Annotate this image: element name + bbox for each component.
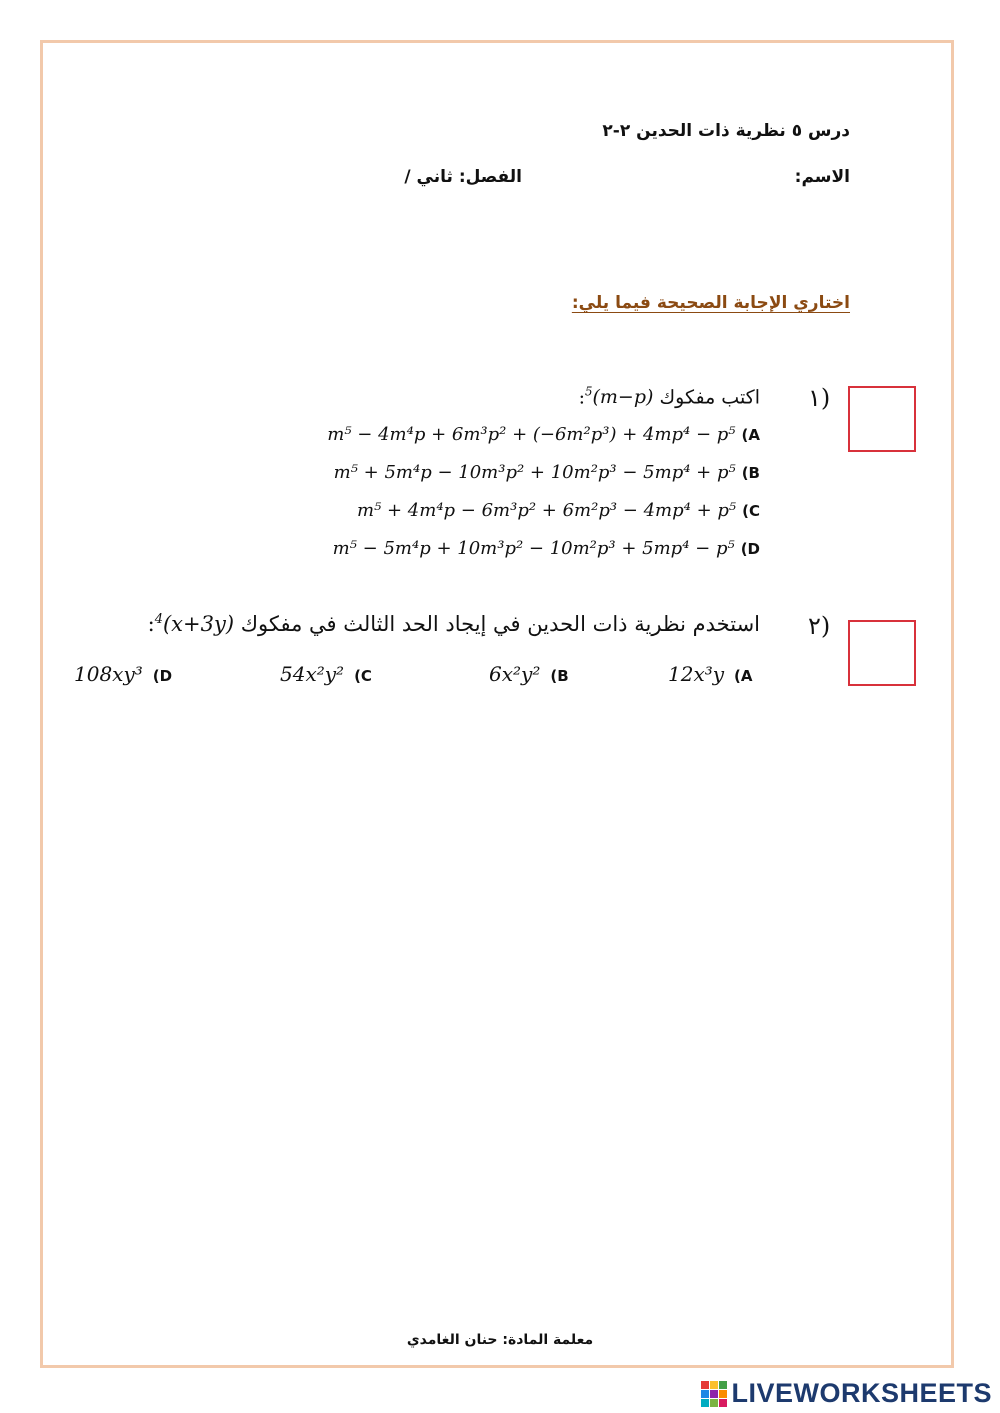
question-prompt-q2 xyxy=(148,612,760,636)
prompt-text: استخدم نظرية ذات الحدين في إيجاد الحد الثالث في مفكوك xyxy=(240,612,760,636)
question-number-q1: ١) xyxy=(808,384,831,412)
logo-tile xyxy=(719,1381,727,1389)
logo-tile xyxy=(719,1390,727,1398)
name-label: الاسم: xyxy=(794,167,850,187)
option-text: m⁵ − 4m⁴p + 6m³p² + (−6m²p³) + 4mp⁴ − p⁵ xyxy=(327,424,736,445)
option-letter: (D xyxy=(152,667,173,685)
expression xyxy=(585,386,653,408)
logo-tile xyxy=(710,1381,718,1389)
logo-tile xyxy=(719,1399,727,1407)
prompt-suffix: : xyxy=(578,386,585,409)
option-letter: (D xyxy=(740,540,760,558)
option-q1-b[interactable] xyxy=(334,462,760,483)
option-text: m⁵ − 5m⁴p + 10m³p² − 10m²p³ + 5mp⁴ − p⁵ xyxy=(332,538,735,559)
option-letter: (A xyxy=(734,667,753,685)
option-text: 12x³y xyxy=(668,662,725,686)
prompt-text: اكتب مفكوك xyxy=(659,386,760,409)
logo-tile xyxy=(701,1390,709,1398)
option-text: 54x²y² xyxy=(280,662,345,686)
page-frame xyxy=(40,40,954,1368)
teacher-footer: معلمة المادة: حنان الغامدي xyxy=(406,1332,594,1348)
logo-tile xyxy=(701,1399,709,1407)
option-q2-d[interactable] xyxy=(74,662,172,686)
expression xyxy=(155,612,234,636)
logo-tile xyxy=(710,1399,718,1407)
option-text: 6x²y² xyxy=(489,662,541,686)
expression-base: (x+3y) xyxy=(162,612,235,636)
option-letter: (B xyxy=(550,667,569,685)
answer-box-q1[interactable] xyxy=(848,386,916,452)
lesson-title: درس ٥ نظرية ذات الحدين ٢-٢ xyxy=(602,121,850,141)
option-letter: (B xyxy=(741,464,760,482)
option-letter: (C xyxy=(354,667,372,685)
option-q2-c[interactable] xyxy=(280,662,372,686)
expression-base: (m−p) xyxy=(592,386,654,409)
brand-watermark[interactable] xyxy=(701,1378,992,1409)
brand-logo-icon xyxy=(701,1381,727,1407)
prompt-suffix: : xyxy=(147,612,155,636)
option-text: m⁵ + 4m⁴p − 6m³p² + 6m²p³ − 4mp⁴ + p⁵ xyxy=(357,500,737,521)
option-q1-a[interactable] xyxy=(327,424,760,445)
question-prompt-q1 xyxy=(579,385,760,408)
option-text: m⁵ + 5m⁴p − 10m³p² + 10m²p³ − 5mp⁴ + p⁵ xyxy=(333,462,736,483)
brand-name: LIVEWORKSHEETS xyxy=(731,1378,992,1408)
option-letter: (C xyxy=(742,502,760,520)
logo-tile xyxy=(710,1390,718,1398)
question-number-q2: ٢) xyxy=(808,612,831,640)
logo-tile xyxy=(701,1381,709,1389)
option-q1-d[interactable] xyxy=(333,538,760,559)
option-q2-b[interactable] xyxy=(489,662,569,686)
exponent: 5 xyxy=(585,385,593,399)
class-label: الفصل: ثاني / xyxy=(404,167,522,187)
instruction-heading: اختاري الإجابة الصحيحة فيما يلي: xyxy=(571,293,850,313)
option-text: 108xy³ xyxy=(74,662,143,686)
option-q1-c[interactable] xyxy=(357,500,760,521)
answer-box-q2[interactable] xyxy=(848,620,916,686)
exponent: 4 xyxy=(154,612,163,627)
option-letter: (A xyxy=(741,426,760,444)
option-q2-a[interactable] xyxy=(668,662,753,686)
